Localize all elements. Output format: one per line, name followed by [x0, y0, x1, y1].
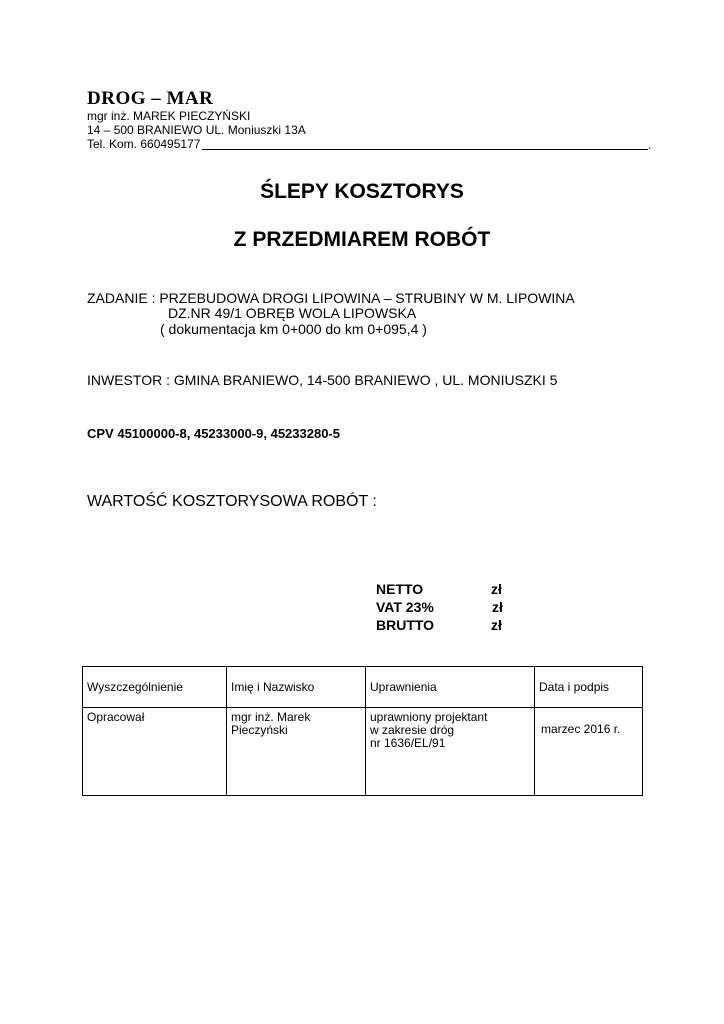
investor-line: INWESTOR : GMINA BRANIEWO, 14-500 BRANIEWO , UL. MONIUSZKI 5 [87, 372, 558, 388]
cell-date-container [535, 708, 643, 796]
table-row [83, 708, 643, 796]
document-subtitle: Z PRZEDMIAREM ROBÓT [233, 228, 491, 251]
header-cell-name: Imię i Nazwisko [227, 667, 366, 708]
table-header-row [83, 667, 643, 708]
header-cell-role: Wyszczególnienie [83, 667, 227, 708]
phone-line: Tel. Kom. 660495177 [87, 137, 201, 151]
header-cell-date: Data i podpis [535, 667, 643, 708]
header-dot: . [648, 138, 652, 152]
netto-unit: zł [491, 581, 502, 597]
header-cell-qualifications: Uprawnienia [366, 667, 535, 708]
cpv-codes: CPV 45100000-8, 45233000-9, 45233280-5 [87, 426, 340, 441]
address-line: 14 – 500 BRANIEWO UL. Moniuszki 13A [87, 123, 306, 137]
brutto-label: BRUTTO [376, 617, 435, 633]
task-line-1: ZADANIE : PRZEBUDOWA DROGI LIPOWINA – STRUBINY W M. LIPOWINA [87, 290, 575, 306]
author-line: mgr inż. MAREK PIECZYŃSKI [87, 109, 251, 123]
task-line-3: ( dokumentacja km 0+000 do km 0+095,4 ) [160, 321, 427, 337]
document-title: ŚLEPY KOSZTORYS [260, 180, 464, 203]
cell-qualifications: uprawniony projektant w zakresie dróg nr 1636/EL/91 [366, 708, 535, 796]
netto-label: NETTO [376, 581, 424, 597]
brutto-unit: zł [491, 617, 502, 633]
cell-role: Opracował [83, 708, 227, 796]
header-rule [202, 149, 648, 150]
cell-date: marzec 2016 r. [541, 722, 621, 736]
cell-name: mgr inż. Marek Pieczyński [227, 708, 366, 796]
signature-table [82, 666, 643, 796]
vat-label: VAT 23% [376, 599, 434, 615]
company-name: DROG – MAR [87, 88, 214, 109]
vat-unit: zł [492, 599, 503, 615]
task-line-2: DZ.NR 49/1 OBRĘB WOLA LIPOWSKA [168, 305, 417, 321]
cost-value-heading: WARTOŚĆ KOSZTORYSOWA ROBÓT : [87, 493, 377, 510]
